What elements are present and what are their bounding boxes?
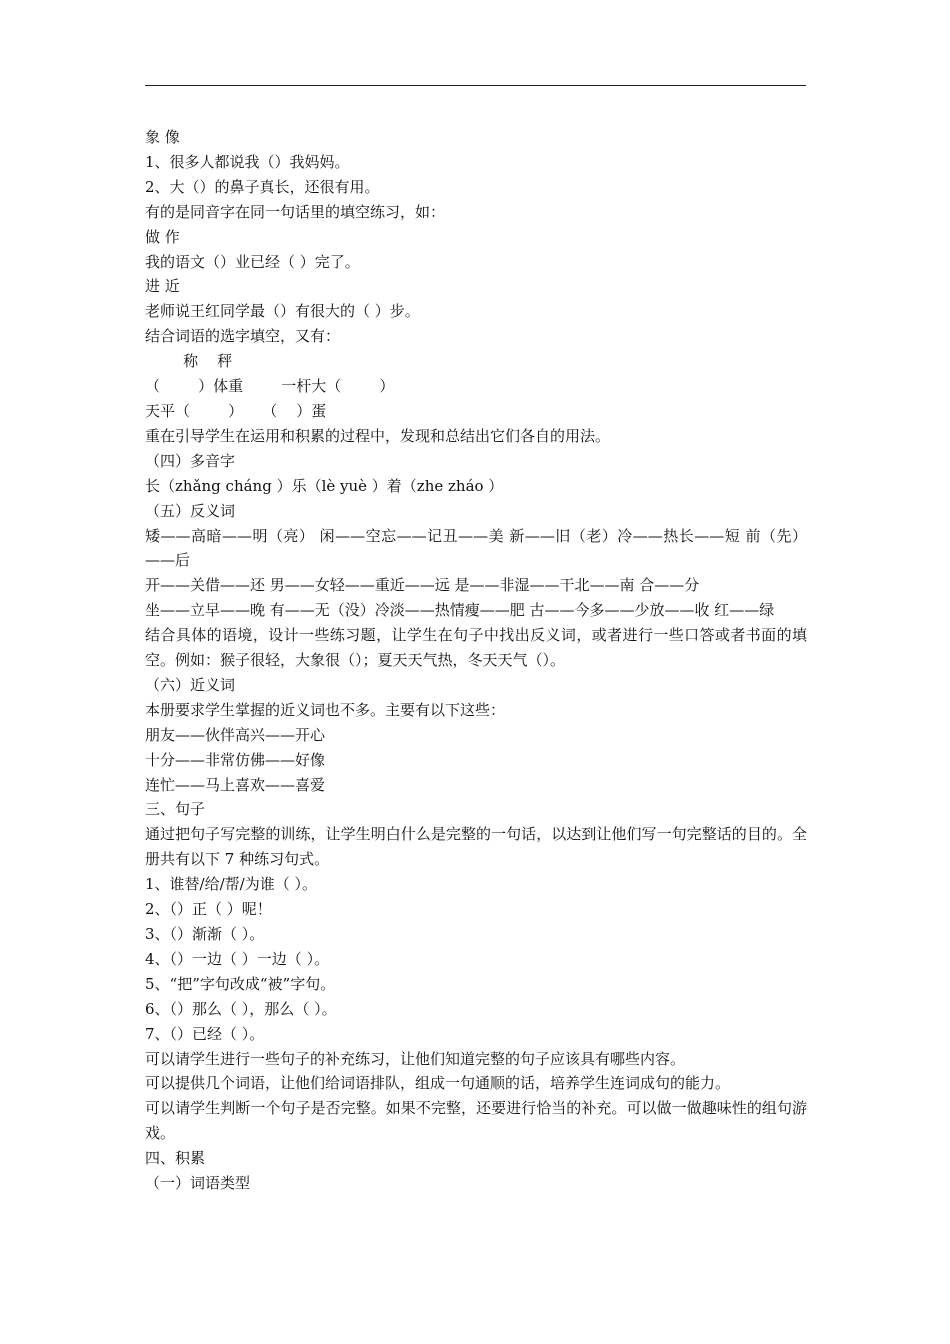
- line-antonyms: 矮——高暗——明（亮） 闲——空忘——记丑——美 新——旧（老）冷——热长——短 前（先）——后: [145, 526, 807, 570]
- line-sentence-pattern: 3、（）渐渐（ ）。: [145, 925, 265, 943]
- header-rule: [145, 85, 806, 86]
- line-sentence-pattern: 5、“把”字句改成“被”字句。: [145, 974, 336, 993]
- line-paragraph: 通过把句子写完整的训练，让学生明白什么是完整的一句话，以达到让他们写一句完整话的目的。全册共有以下 7 种练习句式。: [145, 825, 807, 869]
- line-paragraph: 可以提供几个词语，让他们给词语排队，组成一句通顺的话，培养学生连词成句的能力。: [145, 1074, 731, 1093]
- section-heading: （一）词语类型: [145, 1174, 251, 1193]
- document-body: [145, 125, 807, 1196]
- line-exercise: 1、很多人都说我（）我妈妈。: [145, 152, 350, 171]
- line-paragraph: 结合词语的选字填空，又有：: [145, 327, 341, 346]
- line-sentence-pattern: 6、（）那么（ ），那么（ ）。: [145, 999, 337, 1018]
- line-exercise: 2、大（）的鼻子真长，还很有用。: [145, 177, 380, 196]
- section-heading: （五）反义词: [145, 501, 236, 520]
- section-heading: （六）近义词: [145, 675, 236, 694]
- line-sentence-pattern: 7、（）已经（ ）。: [145, 1024, 265, 1043]
- line-sentence-pattern: 2、（）正（ ）呢！: [145, 900, 272, 919]
- line-paragraph: 可以请学生进行一些句子的补充练习，让他们知道完整的句子应该具有哪些内容。: [145, 1049, 686, 1068]
- line-sentence-pattern: 1、谁替/给/帮/为谁（ ）。: [145, 875, 317, 894]
- line-exercise: （ ）体重 一杆大（ ）: [145, 377, 395, 396]
- section-heading: （四）多音字: [145, 451, 236, 470]
- line-antonyms: 开——关借——还 男——女轻——重近——远 是——非湿——干北——南 合——分: [145, 576, 700, 595]
- line-sentence-pattern: 4、（）一边（ ）一边（ ）。: [145, 949, 330, 968]
- line-synonyms: 朋友——伙伴高兴——开心: [145, 725, 326, 744]
- line-paragraph: 有的是同音字在同一句话里的填空练习，如：: [145, 202, 446, 221]
- line-exercise: 我的语文（）业已经（ ）完了。: [145, 252, 360, 271]
- line-paragraph: 可以请学生判断一个句子是否完整。如果不完整，还要进行恰当的补充。可以做一做趣味性的组句游戏。: [145, 1099, 807, 1143]
- line-exercise: 老师说王红同学最（）有很大的（ ）步。: [145, 302, 420, 321]
- line-char-pair: 进 近: [145, 277, 180, 296]
- line-char-pair: 象 像: [145, 128, 180, 146]
- line-paragraph: 本册要求学生掌握的近义词也不多。主要有以下这些：: [145, 700, 506, 719]
- line-paragraph: 重在引导学生在运用和积累的过程中，发现和总结出它们各自的用法。: [145, 426, 611, 445]
- section-heading: 四、积累: [145, 1149, 206, 1168]
- line-synonyms: 连忙——马上喜欢——喜爱: [145, 775, 326, 794]
- line-paragraph: 结合具体的语境，设计一些练习题，让学生在句子中找出反义词，或者进行一些口答或者书面的填空。例如：猴子很轻，大象很（）；夏天天气热，冬天天气（）。: [145, 626, 807, 670]
- line-exercise: 天平（ ） （ ）蛋: [145, 401, 327, 420]
- line-pinyin: 长（zhǎng cháng ）乐（lè yuè ）着（zhe zháo ）: [145, 476, 504, 495]
- line-synonyms: 十分——非常仿佛——好像: [145, 750, 326, 769]
- line-char-pair: 称 秤: [145, 352, 233, 371]
- line-char-pair: 做 作: [145, 227, 180, 246]
- section-heading: 三、句子: [145, 800, 206, 819]
- line-antonyms: 坐——立早——晚 有——无（没）冷淡——热情瘦——肥 古——今多——少放——收 红——绿: [145, 601, 775, 620]
